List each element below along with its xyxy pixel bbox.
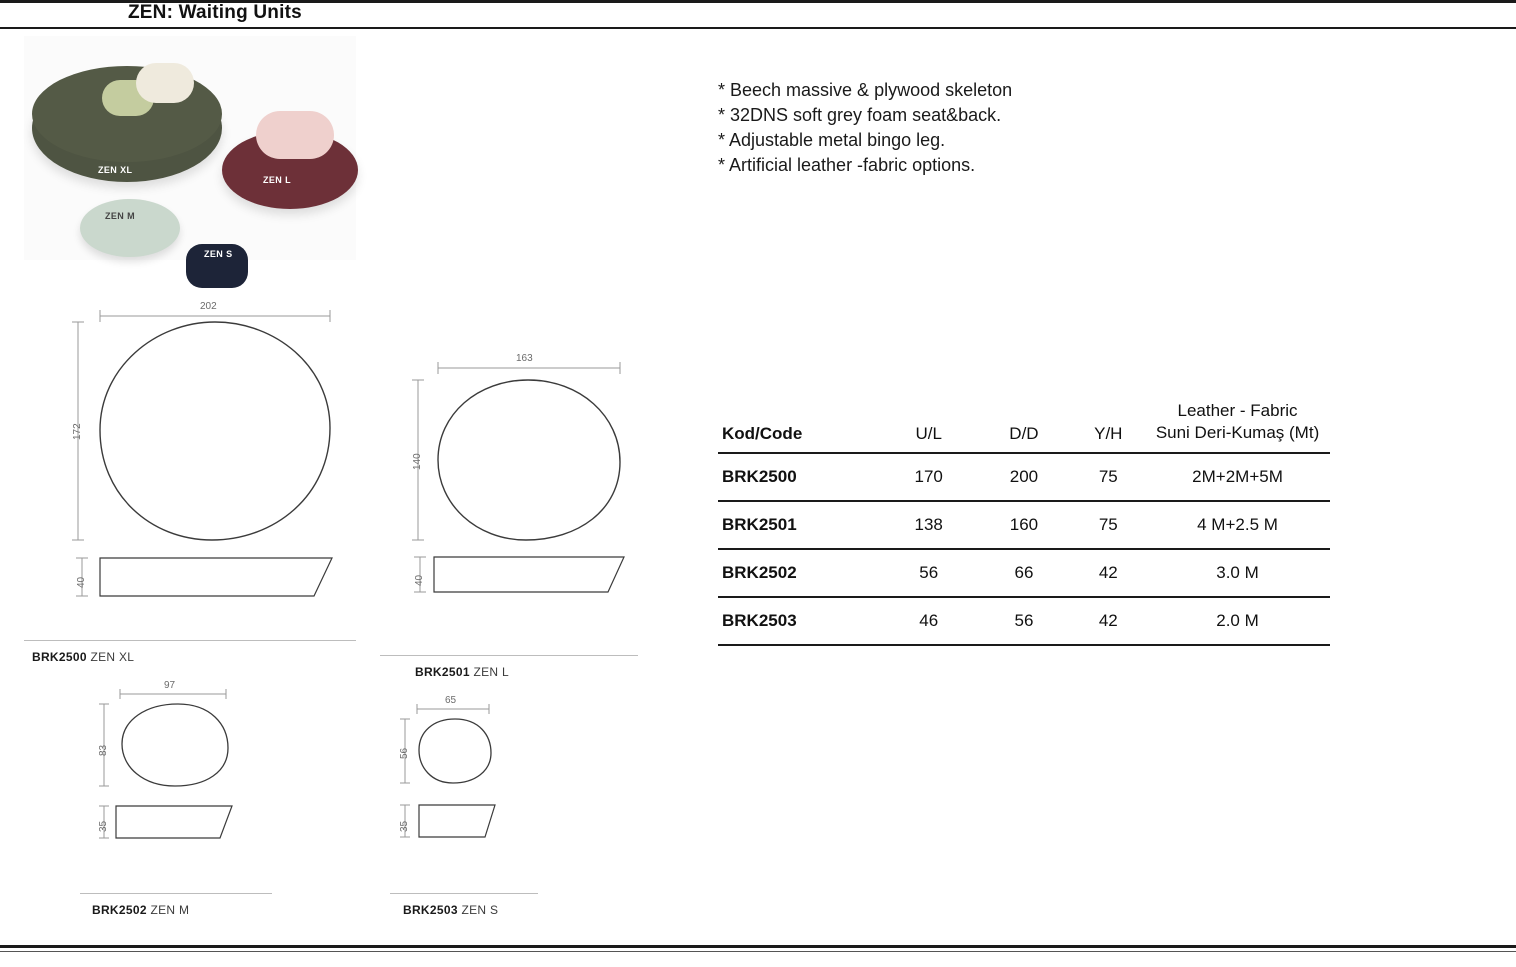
drawing-zen-xl-svg	[60, 300, 360, 610]
cell-yh: 42	[1072, 597, 1145, 645]
cell-ul: 170	[881, 453, 976, 501]
caption-rule-zen-l	[380, 655, 638, 656]
drawing-zen-s	[385, 695, 565, 875]
spec-item-1: * Beech massive & plywood skeleton	[718, 80, 1013, 100]
header-leather-fabric	[1145, 390, 1330, 453]
caption-name-zen-l: ZEN L	[473, 665, 509, 679]
dim-depth-zen-l: 140	[412, 453, 423, 470]
drawing-zen-m-svg	[80, 680, 280, 870]
pouf-label-s: ZEN S	[204, 249, 233, 259]
table-body	[718, 453, 1330, 645]
drawing-zen-l-svg	[400, 352, 660, 612]
caption-rule-zen-m	[80, 893, 272, 894]
table-row	[718, 597, 1330, 645]
header-dd: D/D	[1009, 424, 1039, 443]
spec-list	[718, 78, 1238, 178]
cell-lf: 4 M+2.5 M	[1145, 501, 1330, 549]
cell-yh: 75	[1072, 453, 1145, 501]
caption-code-zen-s: BRK2503	[403, 903, 458, 917]
header-leather-fabric-line2: Suni Deri-Kumaş (Mt)	[1155, 423, 1320, 442]
table-row	[718, 549, 1330, 597]
cell-code: BRK2501	[718, 501, 881, 549]
dim-depth-zen-xl: 172	[72, 423, 83, 440]
cell-dd: 66	[976, 549, 1071, 597]
pouf-accent-cream	[136, 63, 194, 103]
caption-name-zen-s: ZEN S	[461, 903, 499, 917]
drawing-zen-l	[400, 352, 660, 612]
caption-name-zen-xl: ZEN XL	[90, 650, 135, 664]
cell-dd: 200	[976, 453, 1071, 501]
cell-yh: 42	[1072, 549, 1145, 597]
caption-zen-s	[403, 903, 498, 917]
footer-rule	[0, 945, 1516, 948]
dim-height-zen-m: 35	[98, 820, 109, 832]
drawing-zen-m	[80, 680, 280, 870]
dim-height-zen-xl: 40	[76, 576, 87, 588]
drawing-zen-xl	[60, 300, 360, 610]
dim-height-zen-l: 40	[414, 574, 425, 586]
cell-lf: 2.0 M	[1145, 597, 1330, 645]
header-code: Kod/Code	[722, 424, 803, 443]
pouf-accent-pink	[256, 111, 334, 159]
table-header-row	[718, 390, 1330, 453]
spec-item-4: * Artificial leather -fabric options.	[718, 155, 976, 175]
cell-yh: 75	[1072, 501, 1145, 549]
pouf-m-base	[80, 199, 180, 257]
header-bottom-rule	[0, 27, 1516, 29]
cell-ul: 56	[881, 549, 976, 597]
caption-zen-l	[415, 665, 509, 679]
caption-code-zen-m: BRK2502	[92, 903, 147, 917]
dim-width-zen-xl: 202	[200, 301, 217, 312]
cell-ul: 138	[881, 501, 976, 549]
product-photo	[24, 36, 356, 260]
spec-item-2: * 32DNS soft grey foam seat&back.	[718, 105, 1002, 125]
caption-rule-zen-xl	[24, 640, 356, 641]
drawing-zen-s-svg	[385, 695, 565, 875]
table-header	[718, 390, 1330, 453]
caption-zen-xl	[32, 650, 134, 664]
cell-dd: 56	[976, 597, 1071, 645]
cell-code: BRK2502	[718, 549, 881, 597]
dim-depth-zen-m: 83	[98, 744, 109, 756]
cell-ul: 46	[881, 597, 976, 645]
pouf-label-xl: ZEN XL	[98, 165, 133, 175]
dim-width-zen-s: 65	[445, 695, 457, 706]
header-yh: Y/H	[1094, 424, 1123, 443]
dim-width-zen-m: 97	[164, 680, 176, 691]
pouf-label-l: ZEN L	[263, 175, 291, 185]
cell-lf: 2M+2M+5M	[1145, 453, 1330, 501]
caption-rule-zen-s	[390, 893, 538, 894]
dimensions-table	[718, 390, 1330, 646]
caption-name-zen-m: ZEN M	[150, 903, 190, 917]
cell-code: BRK2500	[718, 453, 881, 501]
header-leather-fabric-line1: Leather - Fabric	[1177, 401, 1298, 420]
table-row	[718, 501, 1330, 549]
caption-code-zen-xl: BRK2500	[32, 650, 87, 664]
page-title: ZEN: Waiting Units	[128, 2, 302, 23]
header-ul: U/L	[915, 424, 942, 443]
cell-dd: 160	[976, 501, 1071, 549]
cell-lf: 3.0 M	[1145, 549, 1330, 597]
spec-item-3: * Adjustable metal bingo leg.	[718, 130, 946, 150]
dim-width-zen-l: 163	[516, 353, 533, 364]
caption-code-zen-l: BRK2501	[415, 665, 470, 679]
pouf-label-m: ZEN M	[105, 211, 135, 221]
footer-rule-thin	[0, 951, 1516, 952]
cell-code: BRK2503	[718, 597, 881, 645]
dim-height-zen-s: 35	[399, 820, 410, 832]
dim-depth-zen-s: 56	[399, 747, 410, 759]
caption-zen-m	[92, 903, 189, 917]
table-row	[718, 453, 1330, 501]
